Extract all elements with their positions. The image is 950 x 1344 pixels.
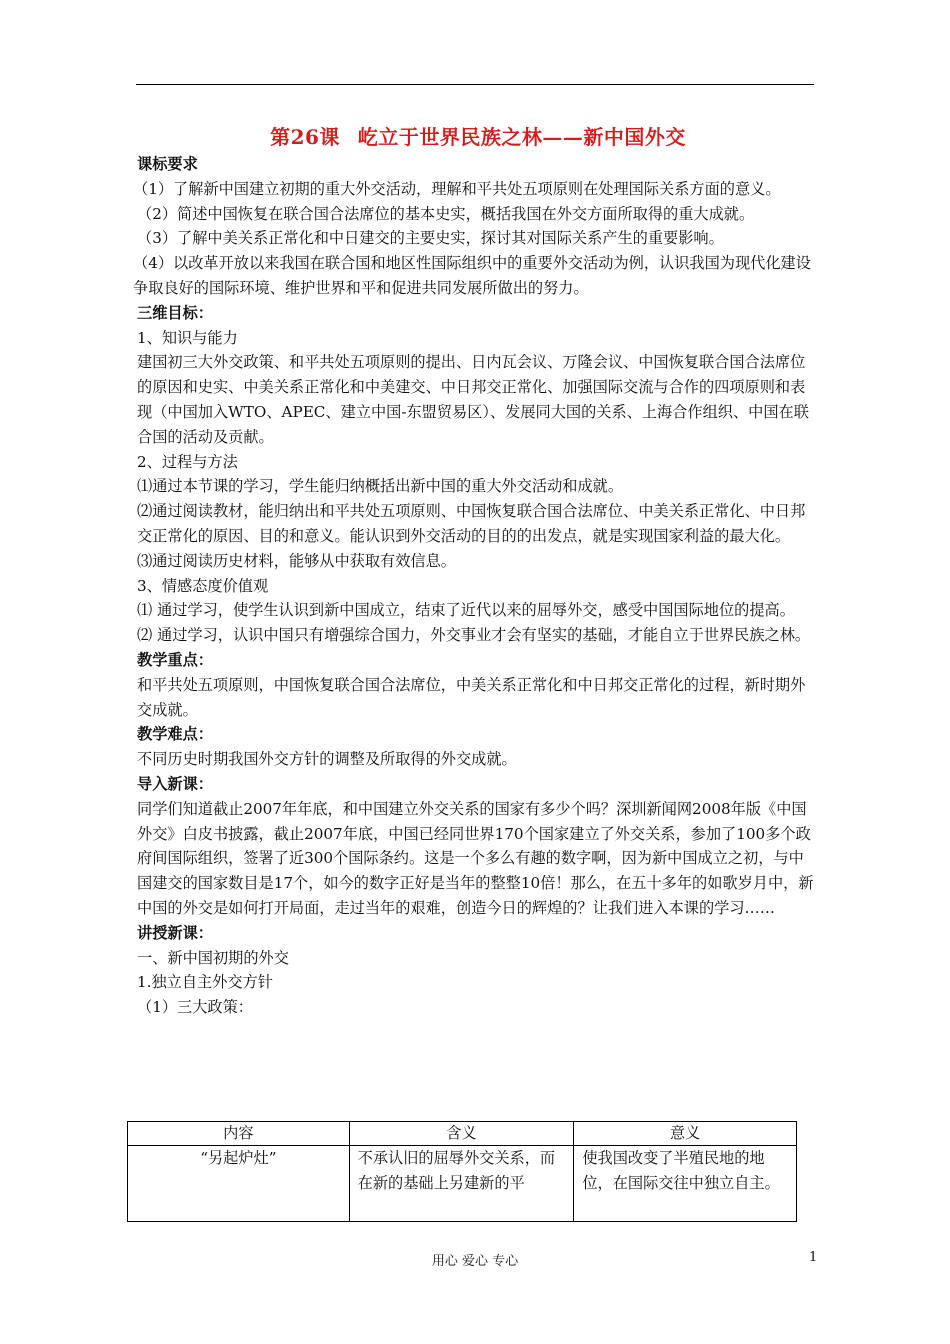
gc-item: ⑵通过阅读教材，能归纳出和平共处五项原则、中国恢复联合国合法席位、中美关系正常化、中日邦交正常化的原因、目的和意义。能认识到外交活动的目的的出发点，就是实现国家利益的最大化。 [137, 502, 806, 545]
subsubsection-heading: （1）三大政策： [137, 998, 253, 1017]
table-cell: 不承认旧的屈辱外交关系，而在新的基础上另建新的平 [349, 1146, 574, 1222]
table-header: 内容 [128, 1122, 350, 1146]
nd-text: 不同历史时期我国外交方针的调整及所取得的外交成就。 [137, 750, 517, 769]
qg-item: ⑵ 通过学习，认识中国只有增强综合国力，外交事业才会有坚实的基础，才能自立于世界民族之林。 [137, 626, 811, 645]
kb-item: （1）了解新中国建立初期的重大外交活动，理解和平共处五项原则在处理国际关系方面的意义。 [133, 179, 781, 198]
zs-heading: 1、知识与能力 [137, 328, 238, 347]
table-header: 意义 [574, 1122, 797, 1146]
qg-item: ⑴ 通过学习，使学生认识到新中国成立，结束了近代以来的屈辱外交，感受中国国际地位的提高。 [137, 601, 795, 620]
document-body [133, 122, 819, 1020]
table-header-row [128, 1122, 797, 1146]
table-header: 含义 [349, 1122, 574, 1146]
page-footer: 用心 爱心 专心 [431, 1254, 519, 1269]
table-cell: 使我国改变了半殖民地的地位，在国际交往中独立自主。 [574, 1146, 797, 1222]
dr-heading: 导入新课： [137, 774, 213, 793]
kb-heading: 课标要求 [137, 155, 198, 173]
table-row [128, 1146, 797, 1222]
page-title: 第26课 屹立于世界民族之林——新中国外交 [270, 125, 686, 149]
policy-table [127, 1121, 797, 1222]
header-rule [136, 84, 814, 85]
gc-item: ⑶通过阅读历史材料，能够从中获取有效信息。 [137, 551, 456, 570]
qg-heading: 3、情感态度价值观 [137, 576, 269, 595]
subsection-heading: 1.独立自主外交方针 [137, 973, 273, 992]
dr-text: 同学们知道截止2007年年底，和中国建立外交关系的国家有多少个吗？深圳新闻网2008年版《中国外交》白皮书披露，截止2007年底，中国已经同世界170个国家建立了外交关系，参加了100多个政府间国际组织，签署了近300个国际条约。这是一个多么有趣的数字啊，因为新中国成立之初，与中国建交的国家数目是17个，如今的数字正好是当年的整整10倍！那么，在五十多年的如歌岁月中，新中国的外交是如何打开局面，走过当年的艰难，创造今日的辉煌的？让我们进入本课的学习…… [137, 799, 814, 917]
page-number: 1 [809, 1250, 818, 1265]
zd-heading: 教学重点： [137, 650, 213, 669]
gc-item: ⑴通过本节课的学习，学生能归纳概括出新中国的重大外交活动和成就。 [137, 477, 623, 496]
zs-text: 建国初三大外交政策、和平共处五项原则的提出、日内瓦会议、万隆会议、中国恢复联合国合法席位的原因和史实、中美关系正常化和中美建交、中日邦交正常化、加强国际交流与合作的四项原则和表现（中国加入WTO、APEC、建立中国-东盟贸易区）、发展同大国的关系、上海合作组织、中国在联合国的活动及贡献。 [137, 353, 809, 446]
gc-heading: 2、过程与方法 [137, 452, 238, 471]
table-cell: “另起炉灶” [128, 1146, 350, 1222]
kb-item: （4）以改革开放以来我国在联合国和地区性国际组织中的重要外交活动为例，认识我国为现代化建设争取良好的国际环境、维护世界和平和促进共同发展所做出的努力。 [133, 254, 811, 297]
js-heading: 讲授新课： [137, 923, 213, 942]
sw-heading: 三维目标： [137, 303, 213, 322]
nd-heading: 教学难点： [137, 725, 213, 744]
kb-item: （2）简述中国恢复在联合国合法席位的基本史实，概括我国在外交方面所取得的重大成就。 [137, 204, 755, 223]
kb-item: （3）了解中美关系正常化和中日建交的主要史实，探讨其对国际关系产生的重要影响。 [137, 229, 724, 248]
section-heading: 一、新中国初期的外交 [137, 948, 289, 967]
zd-text: 和平共处五项原则，中国恢复联合国合法席位，中美关系正常化和中日邦交正常化的过程，新时期外交成就。 [137, 675, 806, 719]
